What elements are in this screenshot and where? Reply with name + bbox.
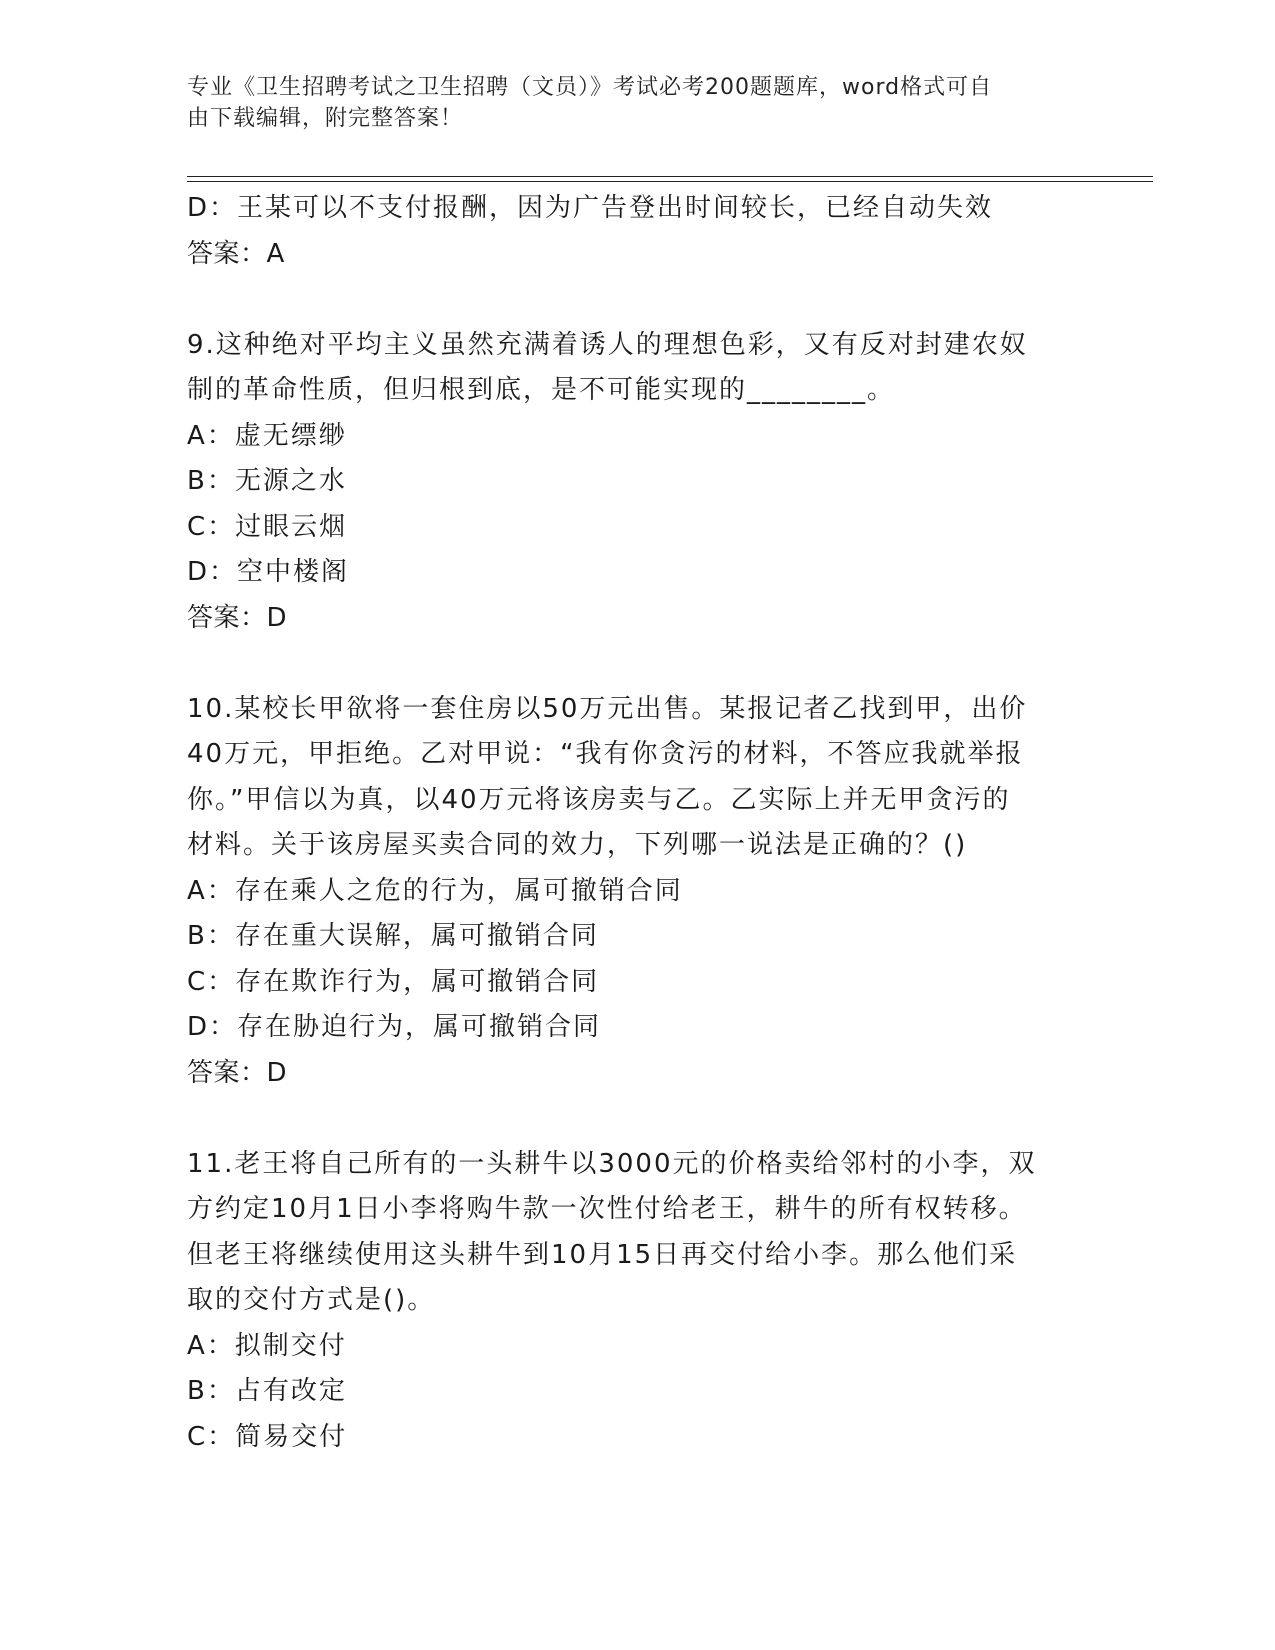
option-a: A：拟制交付 [187, 1330, 347, 1361]
option-b: B：存在重大误解，属可撤销合同 [187, 921, 599, 951]
header-rule-top [187, 176, 1153, 177]
option-c: C：存在欺诈行为，属可撤销合同 [187, 966, 600, 997]
question-stem-line: 9.这种绝对平均主义虽然充满着诱人的理想色彩，又有反对封建农奴 [187, 329, 1028, 360]
option-d: D：空中楼阁 [187, 557, 350, 587]
answer-label: 答案：D [187, 1057, 288, 1088]
option-b: B：无源之水 [187, 466, 347, 496]
question-stem-line: 你。”甲信以为真，以40万元将该房卖与乙。乙实际上并无甲贪污的 [187, 784, 1011, 815]
answer-label: 答案：A [187, 238, 285, 269]
question-stem-line: 11.老王将自己所有的一头耕牛以3000元的价格卖给邻村的小李，双 [187, 1148, 1037, 1179]
question-11 [187, 1142, 1087, 1461]
option-d: D：王某可以不支付报酬，因为广告登出时间较长，已经自动失效 [187, 193, 994, 223]
document-header [187, 72, 1067, 134]
answer-label: 答案：D [187, 602, 288, 633]
spacer [187, 641, 1087, 687]
option-c: C：简易交付 [187, 1421, 348, 1452]
question-stem-line: 10.某校长甲欲将一套住房以50万元出售。某报记者乙找到甲，出价 [187, 693, 1028, 724]
option-d: D：存在胁迫行为，属可撤销合同 [187, 1012, 602, 1042]
question-stem-line: 材料。关于该房屋买卖合同的效力，下列哪一说法是正确的？() [187, 830, 968, 860]
question-9 [187, 323, 1087, 642]
question-stem-line: 取的交付方式是()。 [187, 1285, 436, 1315]
option-a: A：虚无缥缈 [187, 420, 347, 451]
spacer [187, 1096, 1087, 1142]
header-line-1: 专业《卫生招聘考试之卫生招聘（文员）》考试必考200题题库，word格式可自 [187, 75, 993, 100]
question-10 [187, 687, 1087, 1097]
option-a: A：存在乘人之危的行为，属可撤销合同 [187, 875, 683, 906]
header-line-2: 由下载编辑，附完整答案！ [187, 106, 464, 131]
option-b: B：占有改定 [187, 1376, 347, 1406]
question-stem-line: 制的革命性质，但归根到底，是不可能实现的________。 [187, 375, 896, 405]
header-rule-bottom [187, 181, 1153, 182]
option-c: C：过眼云烟 [187, 511, 348, 542]
question-stem-line: 40万元，甲拒绝。乙对甲说：“我有你贪污的材料，不答应我就举报 [187, 739, 1024, 769]
question-stem-line: 但老王将继续使用这头耕牛到10月15日再交付给小李。那么他们采 [187, 1239, 1018, 1270]
question-content [187, 186, 1087, 1460]
spacer [187, 277, 1087, 323]
question-stem-line: 方约定10月1日小李将购牛款一次性付给老王，耕牛的所有权转移。 [187, 1194, 1027, 1224]
question-8-tail [187, 186, 1087, 277]
